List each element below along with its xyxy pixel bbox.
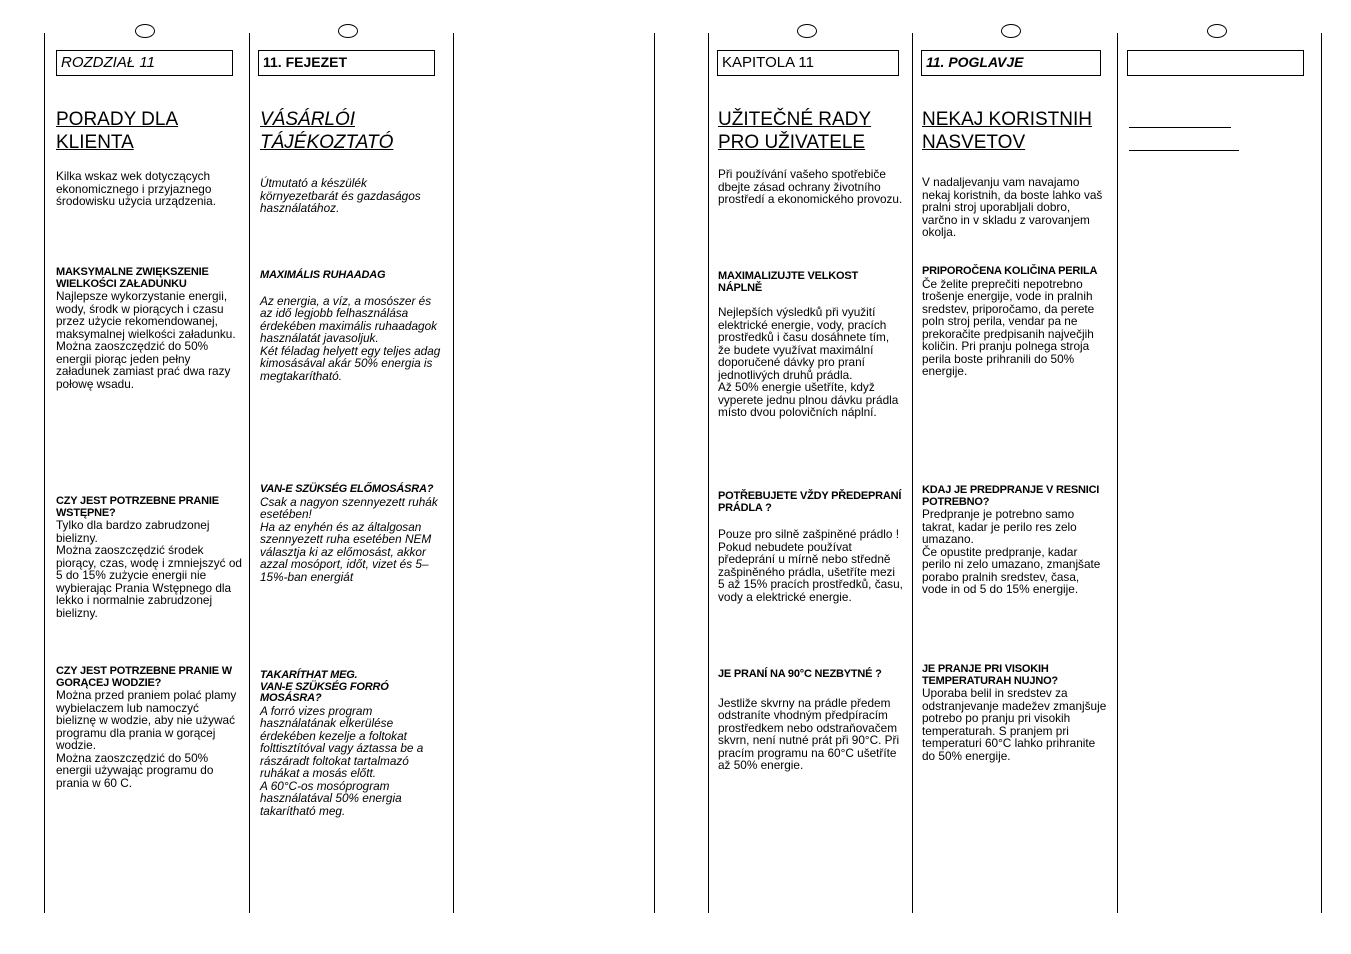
column-rule (44, 33, 45, 913)
column-rule (1117, 33, 1118, 913)
tip-heading: MAKSYMALNE ZWIĘKSZENIE WIELKOŚCI ZAŁADUNKU (56, 266, 209, 290)
tip-block (260, 484, 442, 583)
tip-body: Az energia, a víz, a mosószer és az idő legjobb felhasználása érdekében maximális ruhaadagok használatát javasoljuk. Két féladag helyett egy teljes adag kimosásával akár 50% energia is megtakarítható. (260, 293, 441, 383)
tip-heading: MAXIMALIZUJTE VELKOST NÁPLNĚ (718, 270, 859, 294)
tip-heading: PRIPOROČENA KOLIČINA PERILA (922, 265, 1098, 277)
chapter-header: 11. POGLAVJE (921, 50, 1101, 76)
tip-body: Če želite preprečiti nepotrebno trošenje energije, vode in pralnih sredstev, priporočamo, da perete poln stroj perila, vendar pa ne prekoračite predpisanih največjih količin. Pri pranju polnega stroja perila boste prihranili do 50% energije. (922, 276, 1095, 378)
section-title: VÁSÁRLÓI TÁJÉKOZTATÓ (260, 109, 394, 153)
column-rule (453, 33, 454, 913)
tip-body: Predpranje je potrebno samo takrat, kadar je perilo res zelo umazano. Če opustite predpranje, kadar perilo ni zelo umazano, zmanjšate porabo pralnih sredstev, časa, vode in od 5 do 15% energije. (922, 507, 1101, 596)
tip-block (260, 670, 442, 817)
tip-body: Uporaba belil in sredstev za odstranjevanje madežev zmanjšuje potrebo po pranju pri visokih temperaturah. S pranjem pri temperaturi 60°C lahko prihranite do 50% energije. (922, 686, 1107, 763)
chapter-header: 11. FEJEZET (258, 50, 435, 76)
column-empty (1127, 50, 1311, 76)
intro-text: Útmutató a készülék környezetbarát és gazdaságos használatához. (260, 176, 421, 215)
title-placeholder-line (1129, 150, 1239, 151)
tip-heading: MAXIMÁLIS RUHAADAG (260, 269, 386, 281)
intro-text: V nadaljevanju vam navajamo nekaj koristnih, da boste lahko vaš pralni stroj uporabljali dobro, varčno in v skladu z varovanjem okolja. (922, 175, 1103, 239)
intro-text: Při používání vašeho spotřebiče dbejte zásad ochrany životního prostředí a ekonomického provozu. (718, 167, 903, 206)
tip-body: A forró vizes program használatának elkerülése érdekében kezelje a foltokat folttisztítóval vagy áztassa be a rászáradt foltokat tartalmazó ruhákat a mosás előtt. A 60°C-os mosóprogram használatával 50% energia takarítható meg. (260, 703, 424, 818)
tip-body: Tylko dla bardzo zabrudzonej bielizny. Można zaoszczędzić środek piorący, czas, wodę i zmniejszyć od 5 do 15% zużycie energii nie wybierając Prania Wstępnego dla lekko i normalnie zabrudzonej bielizny. (56, 518, 242, 620)
language-marker-circle (797, 24, 817, 38)
tip-block (922, 485, 1108, 596)
language-marker-circle (338, 24, 358, 38)
tip-body: Csak a nagyon szennyezett ruhák esetében! Ha az enyhén és az általgosan szennyezett ruha esetében NEM választja ki az előmosást, akkor azzal mosóport, időt, vizet és 5–15%-ban energiát (260, 494, 438, 584)
tip-heading: JE PRANJE PRI VISOKIH TEMPERATURAH NUJNO? (922, 663, 1058, 687)
tip-block (260, 270, 442, 382)
language-marker-circle (1207, 24, 1227, 38)
section-title: PORADY DLA KLIENTA (56, 109, 179, 153)
tip-block (922, 664, 1108, 762)
tip-block (56, 267, 242, 390)
column-rule (1321, 33, 1322, 913)
tip-block (922, 266, 1108, 378)
tip-block (56, 496, 242, 619)
language-marker-circle (135, 24, 155, 38)
section-title: UŽITEČNÉ RADY PRO UŽIVATELE (718, 109, 872, 153)
tip-block (718, 271, 904, 419)
column-polish (56, 50, 242, 790)
language-marker-circle (1001, 24, 1021, 38)
column-rule (912, 33, 913, 913)
title-placeholder-line (1129, 127, 1231, 128)
column-hungarian (258, 50, 442, 818)
tip-heading: POTŘEBUJETE VŽDY PŘEDEPRANÍ PRÁDLA ? (718, 490, 902, 514)
tip-body: Najlepsze wykorzystanie energii, wody, środk w piorących i czasu przez użycie rekomendowanej, maksymalnej wielkości załadunku. Można zaoszczędzić do 50% energii piorąc jeden pełny załadunek zamiast prać dwa razy połowę wsadu. (56, 289, 236, 391)
chapter-header: KAPITOLA 11 (717, 50, 899, 76)
tip-heading: KDAJ JE PREDPRANJE V RESNICI POTREBNO? (922, 484, 1100, 508)
tip-heading: CZY JEST POTRZEBNE PRANIE W GORĄCEJ WODZIE? (56, 665, 232, 689)
tip-body: Pouze pro silně zašpiněné prádlo ! Pokud nebudete používat předeprání u mírně nebo středně zašpiněného prádla, ušetříte mezi 5 až 15% pracích prostředků, času, vody a elektrické energie. (718, 527, 903, 604)
intro-text: Kilka wskaz wek dotyczących ekonomicznego i przyjaznego środowisku użycia urządzenia. (56, 169, 216, 208)
column-slovenian (921, 50, 1107, 763)
tip-block (718, 669, 904, 772)
tip-heading: VAN-E SZÜKSÉG ELŐMOSÁSRA? (260, 483, 434, 495)
column-rule (249, 33, 250, 913)
chapter-header-empty (1127, 50, 1304, 76)
tip-body: Nejlepších výsledků při využití elektrické energie, vody, pracích prostředků i času dosáhnete tím, že budete využívat maximální doporučené dávky pro praní jednotlivých druhů prádla. Až 50% energie ušetříte, když vyperete jednu plnou dávku prádla místo dvou polovičních náplní. (718, 305, 899, 419)
tip-block (56, 666, 242, 789)
tip-body: Jestliže skvrny na prádle předem odstraníte vhodným předpíracím prostředkem nebo odstraňovačem skvrn, není nutné prát při 90°C. Při pracím programu na 60°C ušetříte až 50% energie. (718, 695, 900, 772)
column-czech (717, 50, 903, 772)
tip-heading: CZY JEST POTRZEBNE PRANIE WSTĘPNE? (56, 495, 219, 519)
section-title: NEKAJ KORISTNIH NASVETOV (922, 109, 1092, 153)
column-rule (708, 33, 709, 913)
chapter-header: ROZDZIAŁ 11 (56, 50, 233, 76)
tip-block (718, 491, 904, 603)
tip-heading: TAKARÍTHAT MEG. VAN-E SZÜKSÉG FORRÓ MOSÁSRA? (260, 669, 389, 704)
tip-body: Można przed praniem polać plamy wybielaczem lub namoczyć bieliznę w wodzie, aby nie używać programu dla prania w gorącej wodzie. Można zaoszczędzić do 50% energii używając programu do prania w 60 C. (56, 688, 237, 790)
tip-heading: JE PRANÍ NA 90°C NEZBYTNÉ ? (718, 668, 882, 680)
column-rule (654, 33, 655, 913)
